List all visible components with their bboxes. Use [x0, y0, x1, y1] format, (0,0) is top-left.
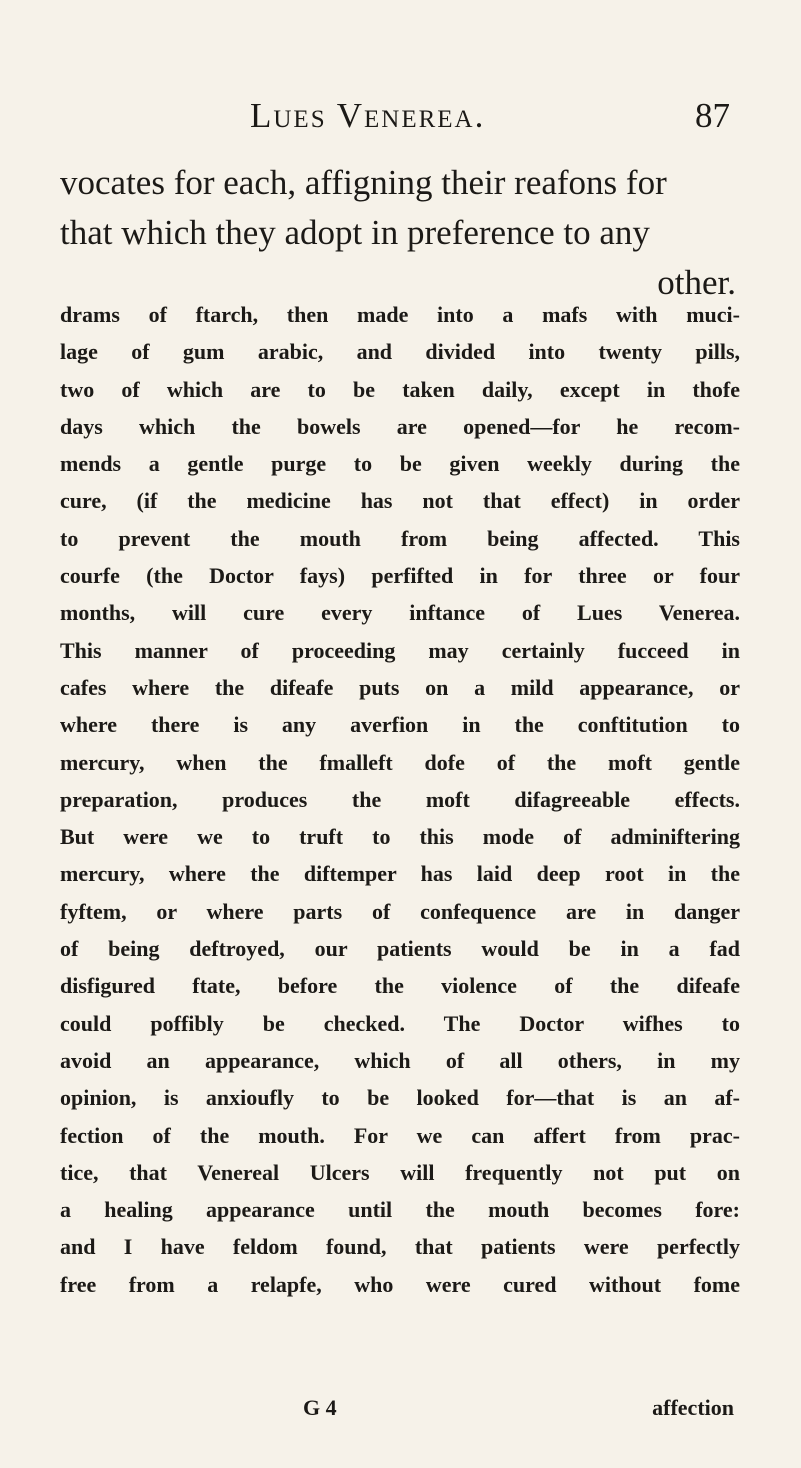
running-title: Lues Venerea.	[250, 96, 486, 135]
text-line: cafes where the difeafe puts on a mild appearance, or	[60, 674, 740, 700]
text-line: fyftem, or where parts of confequence are in danger	[60, 898, 740, 924]
text-line: opinion, is anxioufly to be looked for—that is an af-	[60, 1085, 740, 1111]
text-line: mercury, where the diftemper has laid deep root in the	[60, 861, 740, 887]
text-line: fection of the mouth. For we can affert from prac-	[60, 1122, 740, 1148]
text-line: days which the bowels are opened—for he recom-	[60, 413, 740, 439]
text-line: of being deftroyed, our patients would be in a fad	[60, 936, 740, 962]
page-header	[250, 96, 730, 146]
text-line: But were we to truft to this mode of adminiftering	[60, 824, 740, 850]
text-line: cure, (if the medicine has not that effect) in order	[60, 488, 740, 514]
page-footer	[60, 1395, 740, 1435]
text-line: free from a relapfe, who were cured without fome	[60, 1271, 740, 1297]
text-line: vocates for each, affigning their reafons for	[60, 163, 667, 202]
text-line: courfe (the Doctor fays) perfifted in for three or four	[60, 563, 740, 589]
text-line: disfigured ftate, before the violence of the difeafe	[60, 973, 740, 999]
text-line: could poffibly be checked. The Doctor wifhes to	[60, 1010, 740, 1036]
text-line: tice, that Venereal Ulcers will frequently not put on	[60, 1159, 740, 1185]
signature-mark: G 4	[303, 1395, 337, 1420]
text-line: lage of gum arabic, and divided into twenty pills,	[60, 339, 740, 365]
text-line: mercury, when the fmalleft dofe of the moft gentle	[60, 749, 740, 775]
catchword: affection	[652, 1395, 734, 1420]
body-paragraph	[60, 296, 740, 1303]
text-line: that which they adopt in preference to any	[60, 213, 650, 252]
text-line: a healing appearance until the mouth becomes fore:	[60, 1197, 740, 1223]
text-line: months, will cure every inftance of Lues Venerea.	[60, 600, 740, 626]
text-line: two of which are to be taken daily, except in thofe	[60, 376, 740, 402]
text-line: drams of ftarch, then made into a mafs with muci-	[60, 302, 740, 327]
text-line: and I have feldom found, that patients were perfectly	[60, 1234, 740, 1260]
text-line: This manner of proceeding may certainly fucceed in	[60, 637, 740, 663]
text-line: mends a gentle purge to be given weekly during the	[60, 451, 740, 477]
text-line: avoid an appearance, which of all others, in my	[60, 1047, 740, 1073]
text-line: to prevent the mouth from being affected. This	[60, 525, 740, 551]
continuation-paragraph	[60, 158, 740, 308]
text-line: other.	[657, 263, 736, 302]
text-line: preparation, produces the moft difagreeable effects.	[60, 786, 740, 812]
text-line: where there is any averfion in the conftitution to	[60, 712, 740, 738]
page-number: 87	[695, 96, 730, 135]
